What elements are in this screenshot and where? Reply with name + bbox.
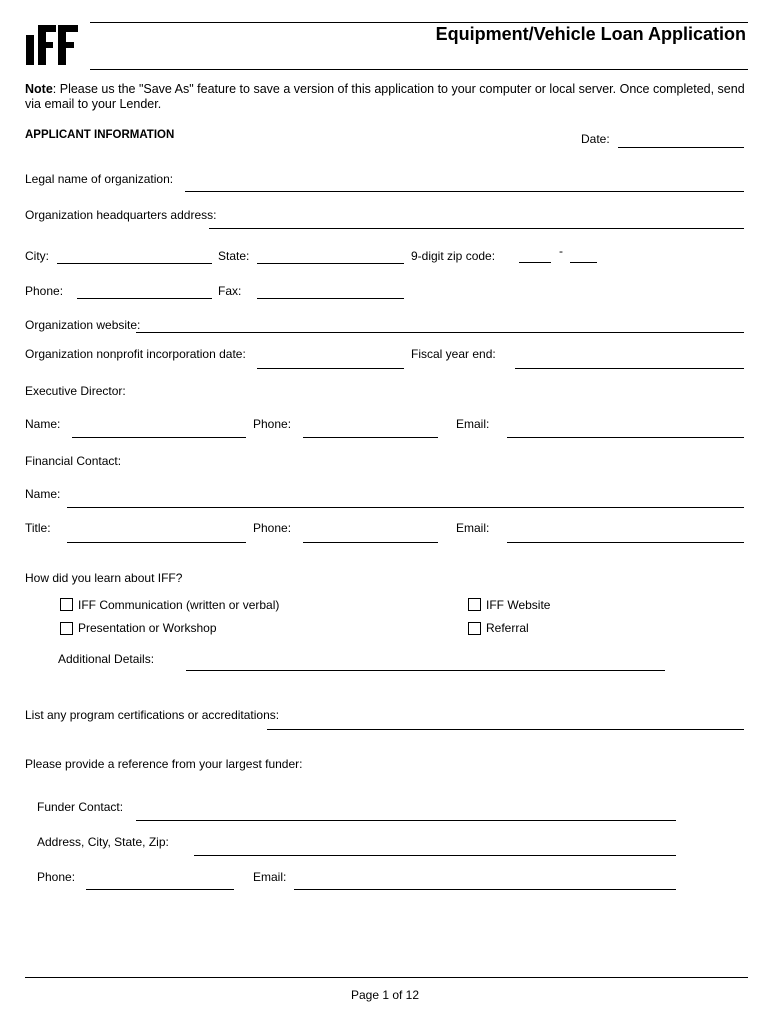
hq-address-field[interactable] [209, 228, 744, 229]
option-presentation: Presentation or Workshop [78, 621, 217, 635]
fin-email-field[interactable] [507, 542, 744, 543]
zip-label: 9-digit zip code: [411, 249, 496, 263]
legal-name-field[interactable] [185, 191, 744, 192]
exec-phone-field[interactable] [303, 437, 438, 438]
zip-field-5[interactable] [519, 262, 551, 263]
exec-phone-label: Phone: [253, 417, 292, 431]
incorporation-date-label: Organization nonprofit incorporation date: [25, 347, 246, 361]
incorporation-date-field[interactable] [257, 368, 404, 369]
option-iff-communication: IFF Communication (written or verbal) [78, 598, 280, 612]
checkbox-presentation[interactable] [60, 622, 73, 635]
funder-contact-label: Funder Contact: [37, 800, 124, 814]
city-label: City: [25, 249, 49, 263]
phone-field[interactable] [77, 298, 212, 299]
checkbox-iff-website[interactable] [468, 598, 481, 611]
fiscal-year-label: Fiscal year end: [411, 347, 496, 361]
fin-name-field[interactable] [67, 507, 744, 508]
checkbox-iff-communication[interactable] [60, 598, 73, 611]
page-title: Equipment/Vehicle Loan Application [435, 24, 746, 44]
fin-phone-field[interactable] [303, 542, 438, 543]
state-field[interactable] [257, 263, 404, 264]
header-top-rule [90, 22, 748, 23]
fin-name-label: Name: [25, 487, 61, 501]
certifications-field[interactable] [267, 729, 744, 730]
website-label: Organization website: [25, 318, 141, 332]
checkbox-referral[interactable] [468, 622, 481, 635]
exec-name-field[interactable] [72, 437, 246, 438]
fax-label: Fax: [218, 284, 242, 298]
funder-phone-field[interactable] [86, 889, 234, 890]
funder-email-label: Email: [253, 870, 287, 884]
note-text: : Please us the "Save As" feature to save a version of this application to your computer or local server. Once completed, send via email to your Lender. [25, 82, 745, 111]
fin-email-label: Email: [456, 521, 490, 535]
details-label: Additional Details: [58, 652, 155, 666]
footer-rule [25, 977, 748, 978]
date-label: Date: [581, 132, 610, 146]
website-field[interactable] [136, 332, 744, 333]
fax-field[interactable] [257, 298, 404, 299]
details-field[interactable] [186, 670, 665, 671]
zip-dash: - [559, 244, 563, 258]
reference-heading: Please provide a reference from your largest funder: [25, 757, 303, 771]
applicant-heading: APPLICANT INFORMATION [25, 129, 175, 141]
iff-logo [26, 25, 78, 65]
phone-label: Phone: [25, 284, 64, 298]
financial-heading: Financial Contact: [25, 454, 122, 468]
fin-title-label: Title: [25, 521, 51, 535]
hq-address-label: Organization headquarters address: [25, 208, 217, 222]
funder-email-field[interactable] [294, 889, 676, 890]
executive-heading: Executive Director: [25, 384, 126, 398]
option-referral: Referral [486, 621, 529, 635]
legal-name-label: Legal name of organization: [25, 172, 174, 186]
funder-address-label: Address, City, State, Zip: [37, 835, 169, 849]
learn-question: How did you learn about IFF? [25, 571, 183, 585]
funder-address-field[interactable] [194, 855, 676, 856]
funder-contact-field[interactable] [136, 820, 676, 821]
zip-field-4[interactable] [570, 262, 597, 263]
funder-phone-label: Phone: [37, 870, 76, 884]
fin-title-field[interactable] [67, 542, 246, 543]
date-field[interactable] [618, 147, 744, 148]
page-number: Page 1 of 12 [350, 988, 420, 1002]
state-label: State: [218, 249, 250, 263]
note-paragraph [25, 82, 745, 112]
exec-email-field[interactable] [507, 437, 744, 438]
fin-phone-label: Phone: [253, 521, 292, 535]
option-iff-website: IFF Website [486, 598, 551, 612]
city-field[interactable] [57, 263, 212, 264]
note-label: Note [25, 82, 53, 96]
header-bottom-rule [90, 69, 748, 70]
certifications-label: List any program certifications or accreditations: [25, 708, 280, 722]
exec-name-label: Name: [25, 417, 61, 431]
fiscal-year-field[interactable] [515, 368, 744, 369]
exec-email-label: Email: [456, 417, 490, 431]
